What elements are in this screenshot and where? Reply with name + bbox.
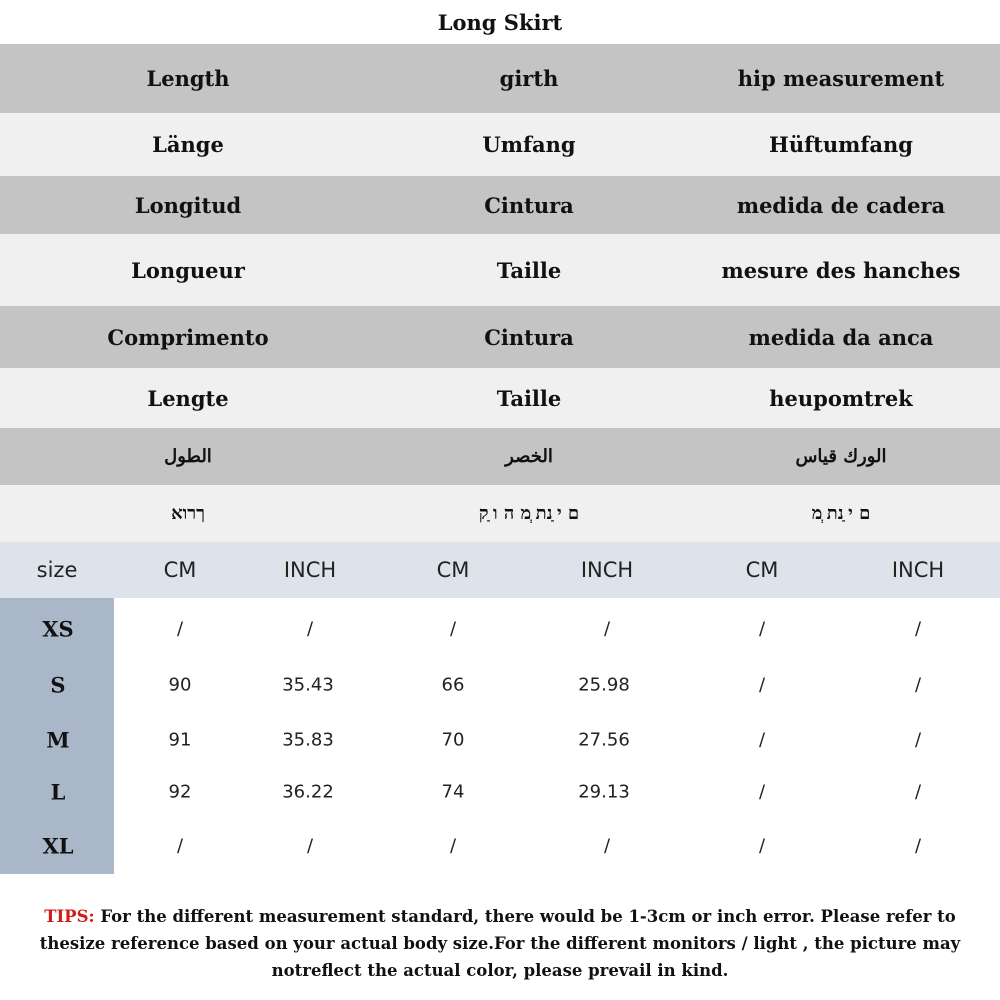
hip-inch-cell: / [914,674,922,695]
translation-row-hebrew [0,485,1000,542]
length-label: Longueur [131,257,245,283]
size-cell: L [50,779,66,804]
tips-line-3: notreflect the actual color, please prevail in kind. [271,961,729,980]
translation-row-portuguese [0,306,1000,368]
hip-inch-header: INCH [891,558,945,582]
hip-inch-cell: / [914,835,922,856]
hip-cm-cell: / [758,781,766,802]
translation-row-arabic [0,428,1000,485]
girth-inch-header: INCH [580,558,634,582]
hip-label: الورك قياس [795,446,887,467]
hip-label: medida da anca [748,324,934,350]
tips-line-1 [10,903,990,930]
girth-inch-cell: 29.13 [578,781,630,802]
length-label: Comprimento [107,324,269,350]
hip-label: ם י ַנת ְמ [811,503,871,524]
length-inch-cell: 35.83 [282,729,334,750]
translation-table [0,44,1000,542]
hip-inch-cell: / [914,729,922,750]
girth-inch-cell: / [603,835,611,856]
size-header: size [36,558,78,582]
size-cell: XS [42,616,74,641]
table-row [0,764,1000,819]
hip-inch-cell: / [914,618,922,639]
length-label: ךרוא [171,503,205,524]
hip-inch-cell: / [914,781,922,802]
translation-row-english [0,44,1000,113]
size-cell: M [46,727,70,752]
girth-label: Umfang [482,132,576,157]
length-label: Länge [152,132,224,157]
length-cm-cell: 90 [168,674,192,695]
girth-cm-cell: / [449,618,457,639]
length-label: Length [146,66,230,91]
size-cell: XL [42,833,74,858]
length-label: Longitud [134,192,242,218]
girth-label: girth [499,66,559,91]
length-inch-header: INCH [283,558,337,582]
girth-cm-header: CM [436,558,470,582]
translation-row-french [0,234,1000,306]
length-label: Lengte [147,385,229,411]
translation-row-german [0,113,1000,176]
table-row [0,657,1000,712]
girth-label: Cintura [484,192,574,218]
length-cm-cell: / [176,835,184,856]
hip-cm-cell: / [758,835,766,856]
girth-label: Cintura [484,324,574,350]
table-row [0,818,1000,873]
length-inch-cell: / [306,835,314,856]
tips-label: TIPS: [44,907,95,926]
translation-row-spanish [0,176,1000,234]
length-cm-cell: 91 [168,729,192,750]
girth-inch-cell: / [603,618,611,639]
hip-label: Hüftumfang [769,132,913,157]
length-cm-cell: / [176,618,184,639]
length-inch-cell: / [306,618,314,639]
hip-cm-cell: / [758,674,766,695]
table-row [0,712,1000,767]
hip-cm-cell: / [758,729,766,750]
hip-cm-cell: / [758,618,766,639]
girth-label: Taille [496,257,562,283]
girth-cm-cell: / [449,835,457,856]
tips-line-2: thesize reference based on your actual body size.For the different monitors / light , the picture may [39,934,961,953]
hip-cm-header: CM [745,558,779,582]
length-inch-cell: 36.22 [282,781,334,802]
hip-label: hip measurement [737,66,945,91]
table-row [0,601,1000,656]
girth-label: ם י ַנת ְמ ה ו ַק [478,503,580,524]
girth-label: الخصر [505,446,553,467]
girth-inch-cell: 27.56 [578,729,630,750]
hip-label: mesure des hanches [721,257,961,283]
tips-text-1: For the different measurement standard, there would be 1-3cm or inch error. Please refer to [94,907,956,926]
size-table-header [0,542,1000,598]
girth-inch-cell: 25.98 [578,674,630,695]
length-inch-cell: 35.43 [282,674,334,695]
girth-cm-cell: 70 [441,729,465,750]
girth-cm-cell: 74 [441,781,465,802]
length-label: الطول [164,446,212,467]
hip-label: heupomtrek [769,385,913,411]
hip-label: medida de cadera [736,192,946,218]
translation-row-dutch [0,368,1000,428]
girth-label: Taille [496,385,562,411]
girth-cm-cell: 66 [441,674,465,695]
size-cell: S [50,672,66,697]
tips-note [10,903,990,984]
length-cm-cell: 92 [168,781,192,802]
length-cm-header: CM [163,558,197,582]
table-title: Long Skirt [0,0,1000,44]
